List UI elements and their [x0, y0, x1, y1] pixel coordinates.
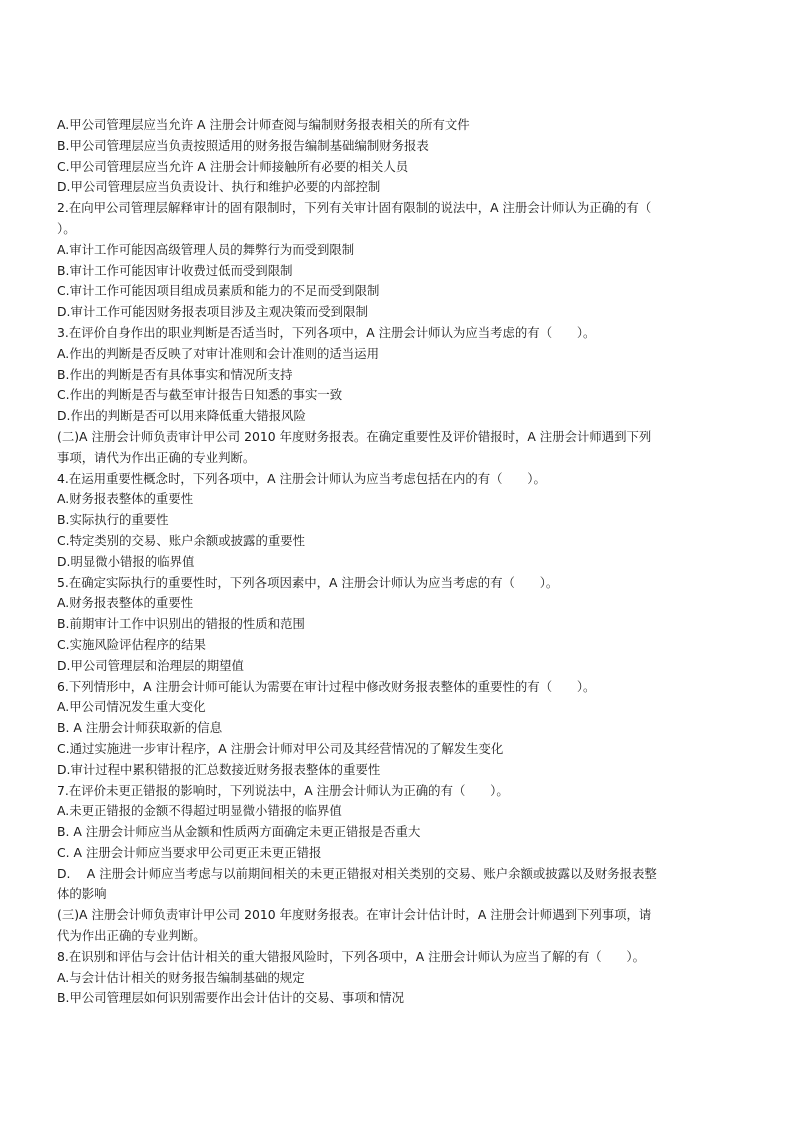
text-line: 4.在运用重要性概念时，下列各项中，A 注册会计师认为应当考虑包括在内的有（ ）。	[57, 470, 546, 486]
text-line: D.审计过程中累积错报的汇总数接近财务报表整体的重要性	[57, 761, 381, 777]
text-line: 代为作出正确的专业判断。	[57, 928, 206, 944]
text-line: A.甲公司情况发生重大变化	[57, 699, 206, 715]
document-body	[57, 115, 737, 1009]
text-line: A.财务报表整体的重要性	[57, 491, 194, 507]
text-line: A.甲公司管理层应当允许 A 注册会计师查阅与编制财务报表相关的所有文件	[57, 117, 470, 132]
text-line: (三)A 注册会计师负责审计甲公司 2010 年度财务报表。在审计会计估计时，A 注册会计师遇到下列事项，请	[57, 907, 652, 923]
text-line: C.作出的判断是否与截至审计报告日知悉的事实一致	[57, 387, 343, 403]
text-line: C.审计工作可能因项目组成员素质和能力的不足而受到限制	[57, 283, 380, 299]
text-line: A.与会计估计相关的财务报告编制基础的规定	[57, 969, 305, 985]
text-line: C.特定类别的交易、账户余额或披露的重要性	[57, 532, 306, 548]
text-line: 8.在识别和评估与会计估计相关的重大错报风险时，下列各项中，A 注册会计师认为应当了解的有（ ）。	[57, 948, 646, 964]
text-line: B.实际执行的重要性	[57, 512, 169, 528]
text-line: 6.下列情形中，A 注册会计师可能认为需要在审计过程中修改财务报表整体的重要性的有（ ）。	[57, 678, 596, 694]
text-line: B.前期审计工作中识别出的错报的性质和范围	[57, 616, 305, 632]
text-line: C.甲公司管理层应当允许 A 注册会计师接触所有必要的相关人员	[57, 158, 409, 174]
text-line: 体的影响	[57, 886, 107, 902]
text-line: 5.在确定实际执行的重要性时，下列各项因素中，A 注册会计师认为应当考虑的有（ ）。	[57, 574, 559, 590]
text-line: A.作出的判断是否反映了对审计准则和会计准则的适当运用	[57, 345, 379, 361]
text-line: D.甲公司管理层应当负责设计、执行和维护必要的内部控制	[57, 179, 381, 195]
text-line: B. A 注册会计师获取新的信息	[57, 720, 223, 736]
text-line: A.未更正错报的金额不得超过明显微小错报的临界值	[57, 803, 342, 819]
text-line: B.甲公司管理层如何识别需要作出会计估计的交易、事项和情况	[57, 990, 404, 1006]
text-line: D.明显微小错报的临界值	[57, 553, 195, 569]
text-line: 7.在评价未更正错报的影响时，下列说法中，A 注册会计师认为正确的有（ ）。	[57, 782, 509, 798]
text-line: B. A 注册会计师应当从金额和性质两方面确定未更正错报是否重大	[57, 824, 421, 840]
text-line: A.财务报表整体的重要性	[57, 595, 194, 611]
text-line: ）。	[57, 220, 76, 236]
text-line: B.作出的判断是否有具体事实和情况所支持	[57, 366, 293, 382]
text-line: D. A 注册会计师应当考虑与以前期间相关的未更正错报对相关类别的交易、账户余额或披露以及财务报表整	[57, 865, 657, 881]
text-line: C.通过实施进一步审计程序，A 注册会计师对甲公司及其经营情况的了解发生变化	[57, 740, 504, 756]
text-line: C. A 注册会计师应当要求甲公司更正未更正错报	[57, 844, 322, 860]
text-line: D.甲公司管理层和治理层的期望值	[57, 657, 244, 673]
text-line: 2.在向甲公司管理层解释审计的固有限制时，下列有关审计固有限制的说法中，A 注册会计师认为正确的有（	[57, 200, 652, 216]
text-line: A.审计工作可能因高级管理人员的舞弊行为而受到限制	[57, 241, 355, 257]
text-line: C.实施风险评估程序的结果	[57, 636, 206, 652]
text-line: 3.在评价自身作出的职业判断是否适当时，下列各项中，A 注册会计师认为应当考虑的有（ ）。	[57, 324, 596, 340]
text-line: B.甲公司管理层应当负责按照适用的财务报告编制基础编制财务报表	[57, 137, 429, 153]
text-line: D.审计工作可能因财务报表项目涉及主观决策而受到限制	[57, 304, 368, 320]
text-line: D.作出的判断是否可以用来降低重大错报风险	[57, 408, 306, 424]
text-line: 事项，请代为作出正确的专业判断。	[57, 449, 256, 465]
text-line: (二)A 注册会计师负责审计甲公司 2010 年度财务报表。在确定重要性及评价错报时，A 注册会计师遇到下列	[57, 428, 652, 444]
text-line: B.审计工作可能因审计收费过低而受到限制	[57, 262, 293, 278]
